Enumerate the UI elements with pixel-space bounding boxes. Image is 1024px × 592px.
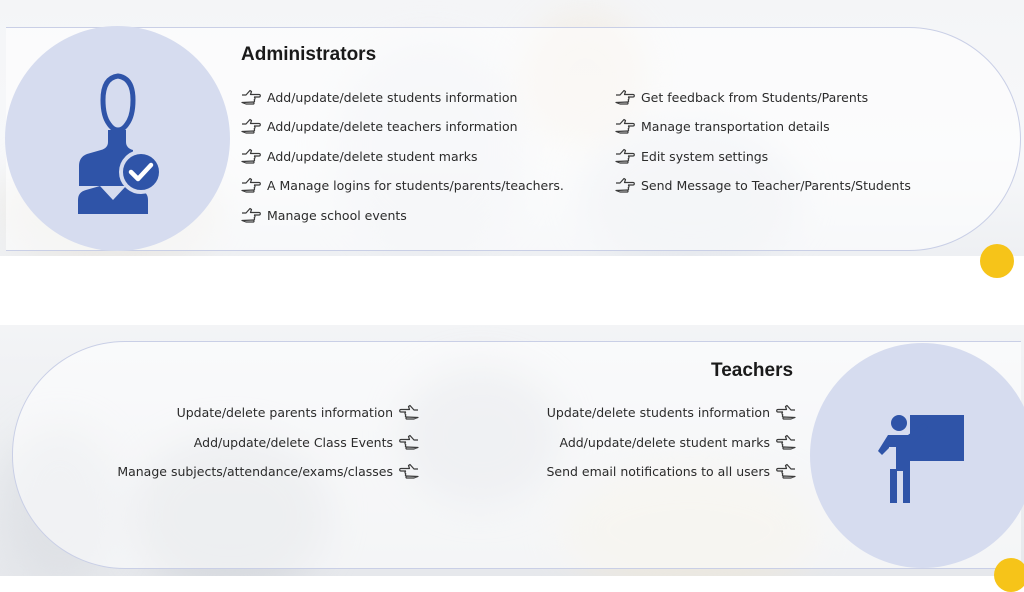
pointing-hand-right-icon xyxy=(615,177,635,193)
pointing-hand-left-icon xyxy=(776,404,796,420)
list-item xyxy=(194,434,419,450)
list-item xyxy=(615,89,868,105)
pointing-hand-right-icon xyxy=(615,148,635,164)
list-item xyxy=(241,118,518,134)
pointing-hand-left-icon xyxy=(399,434,419,450)
pointing-hand-right-icon xyxy=(615,118,635,134)
list-item xyxy=(615,118,830,134)
list-item xyxy=(241,89,517,105)
list-item-text: Update/delete students information xyxy=(546,404,770,420)
list-item-text: Manage subjects/attendance/exams/classes xyxy=(117,463,393,479)
pointing-hand-left-icon xyxy=(776,463,796,479)
list-item-text: Send email notifications to all users xyxy=(546,463,770,479)
administrators-heading: Administrators xyxy=(241,44,377,65)
scroll-to-top-button[interactable] xyxy=(994,558,1024,592)
list-item-text: Edit system settings xyxy=(641,148,769,164)
list-item xyxy=(546,463,796,479)
pointing-hand-left-icon xyxy=(399,404,419,420)
list-item xyxy=(615,177,911,193)
list-item-text: Get feedback from Students/Parents xyxy=(641,89,869,105)
list-item-text: Add/update/delete teachers information xyxy=(267,118,518,134)
pointing-hand-right-icon xyxy=(241,177,261,193)
list-item-text: Add/update/delete student marks xyxy=(267,148,478,164)
list-item xyxy=(241,177,564,193)
list-item-text: Update/delete parents information xyxy=(176,404,393,420)
pointing-hand-left-icon xyxy=(776,434,796,450)
list-item xyxy=(241,148,478,164)
teachers-icon-circle xyxy=(810,343,1024,568)
pointing-hand-right-icon xyxy=(615,89,635,105)
list-item xyxy=(615,148,768,164)
list-item xyxy=(241,207,407,223)
list-item xyxy=(117,463,419,479)
pointing-hand-right-icon xyxy=(241,89,261,105)
list-item-text: Manage transportation details xyxy=(641,118,830,134)
list-item xyxy=(547,404,796,420)
list-item-text: Send Message to Teacher/Parents/Students xyxy=(641,177,911,193)
list-item-text: Manage school events xyxy=(267,207,407,223)
scroll-to-top-button[interactable] xyxy=(980,244,1014,278)
list-item-text: Add/update/delete Class Events xyxy=(193,434,393,450)
pointing-hand-right-icon xyxy=(241,207,261,223)
list-item-text: Add/update/delete student marks xyxy=(559,434,770,450)
list-item-text: A Manage logins for students/parents/teachers. xyxy=(267,177,564,193)
list-item-text: Add/update/delete students information xyxy=(267,89,518,105)
teachers-heading: Teachers xyxy=(711,360,794,381)
teacher-board-icon xyxy=(810,343,1024,568)
pointing-hand-right-icon xyxy=(241,148,261,164)
admin-user-check-icon xyxy=(5,26,230,251)
pointing-hand-left-icon xyxy=(399,463,419,479)
list-item xyxy=(559,434,796,450)
list-item xyxy=(177,404,419,420)
pointing-hand-right-icon xyxy=(241,118,261,134)
administrators-icon-circle xyxy=(5,26,230,251)
